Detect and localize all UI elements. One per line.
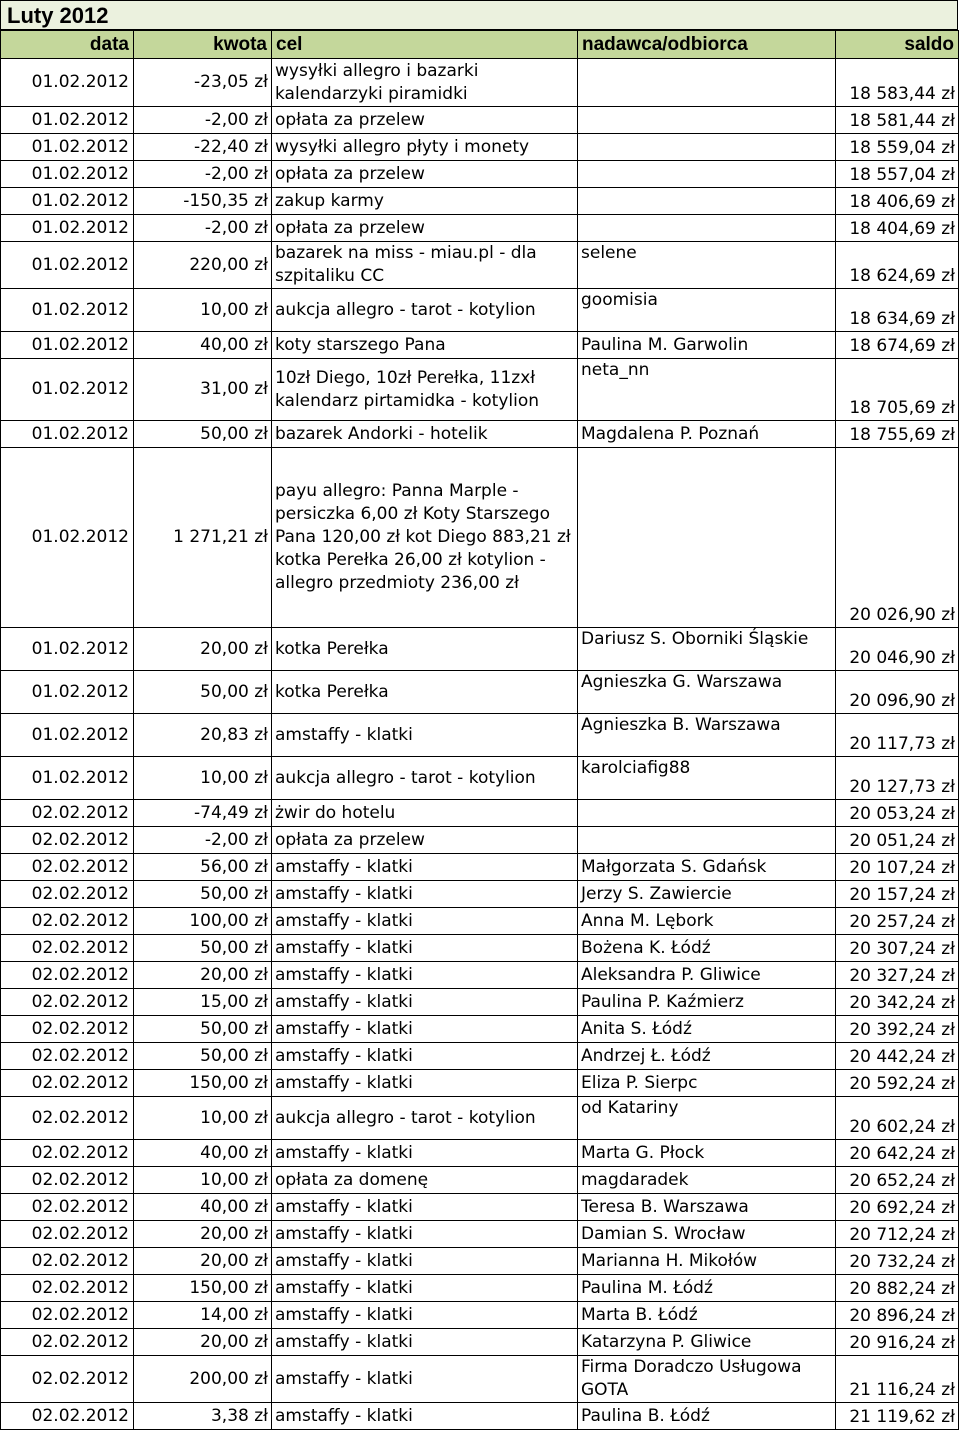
description-cell: opłata za domenę [272, 1167, 578, 1194]
date-cell: 02.02.2012 [1, 1356, 134, 1403]
party-cell: Teresa B. Warszawa [578, 1194, 836, 1221]
table-row [1, 854, 959, 881]
date-cell: 02.02.2012 [1, 827, 134, 854]
party-cell [578, 107, 836, 134]
party-cell: Katarzyna P. Gliwice [578, 1329, 836, 1356]
header-amount: kwota [134, 31, 272, 59]
description-cell: amstaffy - klatki [272, 1302, 578, 1329]
amount-cell: 1 271,21 zł [134, 448, 272, 628]
amount-cell: -22,40 zł [134, 134, 272, 161]
description-cell: amstaffy - klatki [272, 908, 578, 935]
table-row [1, 800, 959, 827]
header-description: cel [272, 31, 578, 59]
description-cell: amstaffy - klatki [272, 1043, 578, 1070]
description-cell: amstaffy - klatki [272, 935, 578, 962]
party-cell [578, 827, 836, 854]
balance-cell: 20 053,24 zł [836, 800, 959, 827]
description-cell: amstaffy - klatki [272, 989, 578, 1016]
header-row [1, 31, 959, 59]
party-cell: Dariusz S. Oborniki Śląskie [578, 628, 836, 671]
description-cell: zakup karmy [272, 188, 578, 215]
table-row [1, 1403, 959, 1430]
description-cell: amstaffy - klatki [272, 854, 578, 881]
table-row [1, 908, 959, 935]
table-row [1, 107, 959, 134]
description-cell: 10zł Diego, 10zł Perełka, 11zxł kalendarz pirtamidka - kotylion [272, 359, 578, 421]
party-cell: Damian S. Wrocław [578, 1221, 836, 1248]
table-row [1, 881, 959, 908]
party-cell: Firma Doradczo Usługowa GOTA [578, 1356, 836, 1403]
balance-cell: 18 624,69 zł [836, 242, 959, 289]
party-cell: neta_nn [578, 359, 836, 421]
amount-cell: -23,05 zł [134, 59, 272, 107]
party-cell: goomisia [578, 289, 836, 332]
description-cell: amstaffy - klatki [272, 714, 578, 757]
amount-cell: 10,00 zł [134, 757, 272, 800]
amount-cell: 40,00 zł [134, 332, 272, 359]
date-cell: 02.02.2012 [1, 1167, 134, 1194]
description-cell: amstaffy - klatki [272, 962, 578, 989]
description-cell: wysyłki allegro i bazarki kalendarzyki piramidki [272, 59, 578, 107]
date-cell: 02.02.2012 [1, 908, 134, 935]
date-cell: 02.02.2012 [1, 1248, 134, 1275]
table-row [1, 827, 959, 854]
amount-cell: -74,49 zł [134, 800, 272, 827]
sheet-title: Luty 2012 [0, 0, 958, 30]
balance-cell: 18 674,69 zł [836, 332, 959, 359]
description-cell: żwir do hotelu [272, 800, 578, 827]
date-cell: 01.02.2012 [1, 242, 134, 289]
ledger-rows [1, 59, 959, 1430]
description-cell: amstaffy - klatki [272, 1275, 578, 1302]
date-cell: 01.02.2012 [1, 421, 134, 448]
date-cell: 01.02.2012 [1, 107, 134, 134]
description-cell: kotka Perełka [272, 628, 578, 671]
date-cell: 02.02.2012 [1, 1097, 134, 1140]
amount-cell: 50,00 zł [134, 1016, 272, 1043]
amount-cell: 20,00 zł [134, 1221, 272, 1248]
table-row [1, 1016, 959, 1043]
balance-cell: 20 307,24 zł [836, 935, 959, 962]
party-cell: Paulina M. Garwolin [578, 332, 836, 359]
party-cell: Paulina M. Łódź [578, 1275, 836, 1302]
date-cell: 02.02.2012 [1, 1221, 134, 1248]
amount-cell: 50,00 zł [134, 935, 272, 962]
party-cell [578, 448, 836, 628]
table-row [1, 1356, 959, 1403]
description-cell: payu allegro: Panna Marple - persiczka 6,00 zł Koty Starszego Pana 120,00 zł kot Diego 883,21 zł kotka Perełka 26,00 zł kotylion - allegro przedmioty 236,00 zł [272, 448, 578, 628]
date-cell: 01.02.2012 [1, 215, 134, 242]
table-row [1, 1140, 959, 1167]
balance-cell: 18 634,69 zł [836, 289, 959, 332]
date-cell: 02.02.2012 [1, 1070, 134, 1097]
table-row [1, 935, 959, 962]
description-cell: amstaffy - klatki [272, 1070, 578, 1097]
balance-cell: 20 642,24 zł [836, 1140, 959, 1167]
balance-cell: 18 581,44 zł [836, 107, 959, 134]
balance-cell: 18 404,69 zł [836, 215, 959, 242]
balance-cell: 20 896,24 zł [836, 1302, 959, 1329]
date-cell: 02.02.2012 [1, 962, 134, 989]
balance-cell: 20 712,24 zł [836, 1221, 959, 1248]
description-cell: koty starszego Pana [272, 332, 578, 359]
balance-cell: 20 652,24 zł [836, 1167, 959, 1194]
date-cell: 01.02.2012 [1, 188, 134, 215]
balance-cell: 20 592,24 zł [836, 1070, 959, 1097]
table-row [1, 1329, 959, 1356]
balance-cell: 21 119,62 zł [836, 1403, 959, 1430]
date-cell: 02.02.2012 [1, 881, 134, 908]
table-row [1, 962, 959, 989]
table-row [1, 1248, 959, 1275]
amount-cell: 150,00 zł [134, 1070, 272, 1097]
table-row [1, 448, 959, 628]
balance-cell: 21 116,24 zł [836, 1356, 959, 1403]
party-cell: Marianna H. Mikołów [578, 1248, 836, 1275]
balance-cell: 20 882,24 zł [836, 1275, 959, 1302]
party-cell [578, 161, 836, 188]
amount-cell: 10,00 zł [134, 289, 272, 332]
balance-cell: 20 342,24 zł [836, 989, 959, 1016]
balance-cell: 20 157,24 zł [836, 881, 959, 908]
ledger-table [0, 30, 959, 1430]
party-cell: Agnieszka B. Warszawa [578, 714, 836, 757]
party-cell: Jerzy S. Zawiercie [578, 881, 836, 908]
description-cell: opłata za przelew [272, 215, 578, 242]
party-cell: karolciafig88 [578, 757, 836, 800]
table-row [1, 714, 959, 757]
date-cell: 02.02.2012 [1, 1275, 134, 1302]
balance-cell: 20 257,24 zł [836, 908, 959, 935]
date-cell: 02.02.2012 [1, 1140, 134, 1167]
balance-cell: 20 327,24 zł [836, 962, 959, 989]
date-cell: 01.02.2012 [1, 448, 134, 628]
table-row [1, 421, 959, 448]
description-cell: amstaffy - klatki [272, 1194, 578, 1221]
date-cell: 02.02.2012 [1, 854, 134, 881]
party-cell: Agnieszka G. Warszawa [578, 671, 836, 714]
amount-cell: 10,00 zł [134, 1167, 272, 1194]
description-cell: opłata za przelew [272, 107, 578, 134]
amount-cell: 20,83 zł [134, 714, 272, 757]
balance-cell: 20 127,73 zł [836, 757, 959, 800]
amount-cell: -2,00 zł [134, 827, 272, 854]
date-cell: 01.02.2012 [1, 289, 134, 332]
party-cell: Magdalena P. Poznań [578, 421, 836, 448]
amount-cell: 20,00 zł [134, 1329, 272, 1356]
amount-cell: 50,00 zł [134, 881, 272, 908]
date-cell: 01.02.2012 [1, 161, 134, 188]
table-row [1, 1167, 959, 1194]
date-cell: 02.02.2012 [1, 1302, 134, 1329]
table-row [1, 59, 959, 107]
description-cell: amstaffy - klatki [272, 1221, 578, 1248]
balance-cell: 20 026,90 zł [836, 448, 959, 628]
description-cell: amstaffy - klatki [272, 1016, 578, 1043]
amount-cell: 20,00 zł [134, 1248, 272, 1275]
description-cell: amstaffy - klatki [272, 1356, 578, 1403]
party-cell [578, 188, 836, 215]
party-cell: Małgorzata S. Gdańsk [578, 854, 836, 881]
table-row [1, 628, 959, 671]
amount-cell: 50,00 zł [134, 1043, 272, 1070]
amount-cell: 56,00 zł [134, 854, 272, 881]
date-cell: 02.02.2012 [1, 1016, 134, 1043]
description-cell: bazarek Andorki - hotelik [272, 421, 578, 448]
date-cell: 02.02.2012 [1, 935, 134, 962]
amount-cell: 10,00 zł [134, 1097, 272, 1140]
table-row [1, 1043, 959, 1070]
party-cell [578, 134, 836, 161]
date-cell: 02.02.2012 [1, 800, 134, 827]
table-row [1, 161, 959, 188]
table-row [1, 242, 959, 289]
amount-cell: 50,00 zł [134, 671, 272, 714]
party-cell [578, 800, 836, 827]
amount-cell: 100,00 zł [134, 908, 272, 935]
date-cell: 02.02.2012 [1, 1043, 134, 1070]
date-cell: 01.02.2012 [1, 628, 134, 671]
balance-cell: 18 559,04 zł [836, 134, 959, 161]
party-cell: Anna M. Lębork [578, 908, 836, 935]
amount-cell: -150,35 zł [134, 188, 272, 215]
party-cell: od Katariny [578, 1097, 836, 1140]
amount-cell: 31,00 zł [134, 359, 272, 421]
description-cell: amstaffy - klatki [272, 881, 578, 908]
date-cell: 02.02.2012 [1, 1329, 134, 1356]
date-cell: 02.02.2012 [1, 1403, 134, 1430]
description-cell: bazarek na miss - miau.pl - dla szpitaliku CC [272, 242, 578, 289]
date-cell: 01.02.2012 [1, 757, 134, 800]
table-row [1, 1097, 959, 1140]
party-cell: Marta G. Płock [578, 1140, 836, 1167]
balance-cell: 18 705,69 zł [836, 359, 959, 421]
description-cell: aukcja allegro - tarot - kotylion [272, 757, 578, 800]
amount-cell: 20,00 zł [134, 628, 272, 671]
amount-cell: 40,00 zł [134, 1140, 272, 1167]
balance-cell: 20 117,73 zł [836, 714, 959, 757]
party-cell: Paulina P. Kaźmierz [578, 989, 836, 1016]
description-cell: amstaffy - klatki [272, 1403, 578, 1430]
table-row [1, 989, 959, 1016]
header-date: data [1, 31, 134, 59]
description-cell: opłata za przelew [272, 161, 578, 188]
balance-cell: 18 406,69 zł [836, 188, 959, 215]
date-cell: 01.02.2012 [1, 714, 134, 757]
party-cell: Eliza P. Sierpc [578, 1070, 836, 1097]
balance-cell: 20 046,90 zł [836, 628, 959, 671]
balance-cell: 20 051,24 zł [836, 827, 959, 854]
balance-cell: 20 602,24 zł [836, 1097, 959, 1140]
amount-cell: 150,00 zł [134, 1275, 272, 1302]
description-cell: opłata za przelew [272, 827, 578, 854]
date-cell: 01.02.2012 [1, 332, 134, 359]
table-row [1, 1070, 959, 1097]
party-cell: Bożena K. Łódź [578, 935, 836, 962]
amount-cell: 20,00 zł [134, 962, 272, 989]
table-row [1, 188, 959, 215]
table-row [1, 1275, 959, 1302]
date-cell: 02.02.2012 [1, 989, 134, 1016]
date-cell: 01.02.2012 [1, 59, 134, 107]
party-cell: selene [578, 242, 836, 289]
table-row [1, 757, 959, 800]
date-cell: 01.02.2012 [1, 134, 134, 161]
balance-cell: 20 442,24 zł [836, 1043, 959, 1070]
party-cell: Marta B. Łódź [578, 1302, 836, 1329]
balance-cell: 20 916,24 zł [836, 1329, 959, 1356]
table-row [1, 332, 959, 359]
description-cell: aukcja allegro - tarot - kotylion [272, 1097, 578, 1140]
description-cell: amstaffy - klatki [272, 1248, 578, 1275]
balance-cell: 20 107,24 zł [836, 854, 959, 881]
table-row [1, 215, 959, 242]
amount-cell: 15,00 zł [134, 989, 272, 1016]
party-cell [578, 59, 836, 107]
description-cell: amstaffy - klatki [272, 1140, 578, 1167]
amount-cell: -2,00 zł [134, 161, 272, 188]
party-cell: magdaradek [578, 1167, 836, 1194]
party-cell [578, 215, 836, 242]
date-cell: 01.02.2012 [1, 671, 134, 714]
party-cell: Aleksandra P. Gliwice [578, 962, 836, 989]
balance-cell: 20 096,90 zł [836, 671, 959, 714]
date-cell: 01.02.2012 [1, 359, 134, 421]
table-row [1, 1221, 959, 1248]
header-party: nadawca/odbiorca [578, 31, 836, 59]
table-row [1, 1194, 959, 1221]
balance-cell: 18 583,44 zł [836, 59, 959, 107]
amount-cell: 3,38 zł [134, 1403, 272, 1430]
table-row [1, 359, 959, 421]
balance-cell: 20 732,24 zł [836, 1248, 959, 1275]
description-cell: amstaffy - klatki [272, 1329, 578, 1356]
amount-cell: 40,00 zł [134, 1194, 272, 1221]
description-cell: aukcja allegro - tarot - kotylion [272, 289, 578, 332]
amount-cell: 200,00 zł [134, 1356, 272, 1403]
table-row [1, 289, 959, 332]
date-cell: 02.02.2012 [1, 1194, 134, 1221]
amount-cell: 50,00 zł [134, 421, 272, 448]
table-row [1, 1302, 959, 1329]
amount-cell: 220,00 zł [134, 242, 272, 289]
party-cell: Andrzej Ł. Łódź [578, 1043, 836, 1070]
description-cell: wysyłki allegro płyty i monety [272, 134, 578, 161]
balance-cell: 18 557,04 zł [836, 161, 959, 188]
balance-cell: 18 755,69 zł [836, 421, 959, 448]
table-row [1, 134, 959, 161]
amount-cell: -2,00 zł [134, 215, 272, 242]
party-cell: Paulina B. Łódź [578, 1403, 836, 1430]
header-balance: saldo [836, 31, 959, 59]
amount-cell: -2,00 zł [134, 107, 272, 134]
balance-cell: 20 392,24 zł [836, 1016, 959, 1043]
description-cell: kotka Perełka [272, 671, 578, 714]
amount-cell: 14,00 zł [134, 1302, 272, 1329]
table-row [1, 671, 959, 714]
party-cell: Anita S. Łódź [578, 1016, 836, 1043]
balance-cell: 20 692,24 zł [836, 1194, 959, 1221]
